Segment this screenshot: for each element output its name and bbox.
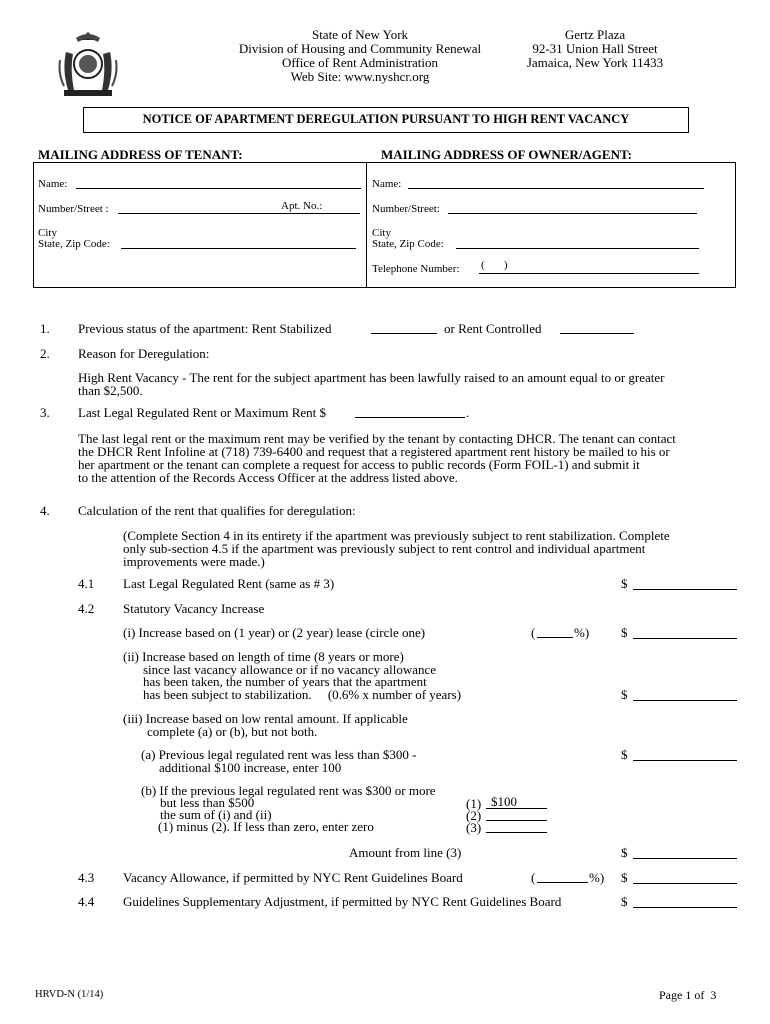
item-1-number: 1.: [40, 321, 50, 336]
item-2-paragraph-line2: than $2,500.: [78, 383, 143, 398]
nys-seal-logo: [56, 30, 120, 98]
amount-from-line-3-dollar: $: [621, 845, 628, 860]
section-4-2-i-text: (i) Increase based on (1 year) or (2 year) lease (circle one): [123, 625, 426, 640]
section-4-3-number: 4.3: [78, 870, 95, 885]
item-3-paragraph-line3: her apartment or the tenant can complete a request for access to public records (Form FOIL-1) and submit it: [78, 457, 640, 472]
owner-phone-field[interactable]: [479, 273, 699, 274]
item-3-period: .: [466, 405, 470, 420]
item-4-text: Calculation of the rent that qualifies for deregulation:: [78, 503, 356, 518]
section-4-2-ii-line4: has been subject to stabilization. (0.6% x number of years): [143, 686, 462, 702]
item-1-controlled-text: or Rent Controlled: [444, 321, 542, 336]
section-4-2-b-line2: but less than $500: [160, 795, 255, 810]
item-4-paragraph-line3: improvements were made.): [123, 554, 265, 569]
section-4-2-ii-field[interactable]: [633, 700, 737, 701]
section-4-2-i-dollar: $: [621, 625, 628, 640]
item-4-paragraph-line1: (Complete Section 4 in its entirety if the apartment was previously subject to rent stabilization. Complete: [123, 528, 670, 543]
last-legal-rent-field[interactable]: [355, 417, 465, 418]
line-2-field[interactable]: [486, 820, 547, 821]
line-1-value: $100: [491, 794, 517, 809]
section-4-2-a-text: [141, 748, 416, 774]
section-4-2-iii-text: [123, 712, 408, 738]
section-4-2-ii-line2: since last vacancy allowance or if no vacancy allowance: [143, 661, 437, 677]
owner-name-label: Name:: [372, 178, 402, 190]
section-4-2-ii-line3: has been taken, the number of years that the apartment: [143, 674, 427, 689]
owner-statezip-field[interactable]: [456, 248, 699, 249]
section-4-2-a-line2: additional $100 increase, enter 100: [159, 760, 342, 775]
tenant-apt-label: Apt. No.:: [281, 200, 323, 212]
line-1-field[interactable]: [486, 808, 547, 809]
tenant-name-field[interactable]: [76, 188, 361, 189]
item-3-number: 3.: [40, 405, 50, 420]
amount-from-line-3-field[interactable]: [633, 858, 737, 859]
item-3-paragraph: [78, 432, 676, 484]
header-address-line2: 92-31 Union Hall Street: [532, 41, 658, 56]
item-1-text: Previous status of the apartment: Rent Stabilized: [78, 321, 332, 336]
section-4-2-a-dollar: $: [621, 747, 628, 762]
item-3-paragraph-line1: The last legal rent or the maximum rent may be verified by the tenant by contacting DHCR. The tenant can contact: [78, 431, 676, 446]
section-4-1-number: 4.1: [78, 576, 95, 591]
section-4-2-i-field[interactable]: [633, 638, 737, 639]
section-4-2-ii-dollar: $: [621, 687, 628, 702]
item-2-text: Reason for Deregulation:: [78, 346, 210, 361]
owner-city-label: City: [372, 227, 391, 239]
item-3-paragraph-line2: the DHCR Rent Infoline at (718) 739-6400 and request that a registered apartment rent history be mailed to his or: [78, 444, 670, 459]
tenant-street-label: Number/Street :: [38, 203, 109, 215]
item-2-number: 2.: [40, 346, 50, 361]
header-state: State of New York: [311, 27, 409, 42]
section-4-3-percent: %): [589, 870, 605, 885]
item-2-paragraph: [78, 371, 664, 397]
section-4-4-field[interactable]: [633, 907, 737, 908]
rent-stabilized-field[interactable]: [371, 333, 437, 334]
section-4-2-iii-line1: (iii) Increase based on low rental amount. If applicable: [123, 711, 408, 726]
section-4-2-b-line3: the sum of (i) and (ii): [160, 807, 272, 822]
line-2-label: (2): [466, 808, 482, 823]
header-website: Web Site: www.nyshcr.org: [290, 69, 430, 84]
section-4-2-a-field[interactable]: [633, 760, 737, 761]
tenant-city-label: City: [38, 227, 57, 239]
section-4-3-field[interactable]: [633, 883, 737, 884]
section-4-2-ii-line1: (ii) Increase based on length of time (8 years or more): [123, 649, 404, 664]
section-4-1-text: Last Legal Regulated Rent (same as # 3): [123, 576, 335, 591]
item-4-paragraph: [123, 529, 670, 568]
tenant-statezip-field[interactable]: [121, 248, 356, 249]
section-4-2-b-line1: (b) If the previous legal regulated rent was $300 or more: [141, 783, 436, 798]
tenant-address-heading: MAILING ADDRESS OF TENANT:: [38, 147, 243, 162]
section-4-4-number: 4.4: [78, 894, 95, 909]
section-4-3-paren: (: [531, 870, 536, 885]
line-3-label: (3): [466, 820, 482, 835]
tenant-statezip-label: State, Zip Code:: [38, 238, 110, 250]
form-number: HRVD-N (1/14): [35, 989, 104, 1000]
section-4-2-b-text: [141, 785, 436, 833]
tenant-street-field[interactable]: [118, 213, 360, 214]
section-4-2-i-percent: %): [574, 625, 590, 640]
line-1-label: (1): [466, 796, 482, 811]
owner-street-field[interactable]: [448, 213, 697, 214]
section-4-3-dollar: $: [621, 870, 628, 885]
amount-from-line-3-label: Amount from line (3): [349, 845, 462, 860]
section-4-3-text: Vacancy Allowance, if permitted by NYC Rent Guidelines Board: [123, 870, 463, 885]
header-address-line1: Gertz Plaza: [564, 27, 626, 42]
owner-phone-label: Telephone Number:: [372, 263, 460, 275]
section-4-3-percent-field[interactable]: [537, 882, 588, 883]
tenant-name-label: Name:: [38, 178, 68, 190]
header-address-line3: Jamaica, New York 11433: [526, 55, 664, 70]
rent-controlled-field[interactable]: [560, 333, 634, 334]
section-4-2-a-line1: (a) Previous legal regulated rent was less than $300 -: [141, 747, 417, 762]
header-office: Office of Rent Administration: [281, 55, 439, 70]
section-4-2-b-line4: (1) minus (2). If less than zero, enter zero: [158, 819, 374, 834]
owner-phone-paren: ( ): [481, 259, 508, 271]
section-4-2-i-percent-field[interactable]: [537, 637, 573, 638]
section-4-2-iii-line2: complete (a) or (b), but not both.: [147, 724, 318, 739]
owner-name-field[interactable]: [408, 188, 704, 189]
item-2-paragraph-line1: High Rent Vacancy - The rent for the subject apartment has been lawfully raised to an amount equal to or greater: [78, 370, 665, 385]
section-4-2-ii-text: [123, 651, 461, 701]
page-number: Page 1 of 3: [659, 988, 717, 1002]
item-3-paragraph-line4: to the attention of the Records Access Officer at the address listed above.: [78, 470, 458, 485]
section-4-2-number: 4.2: [78, 601, 95, 616]
item-4-paragraph-line2: only sub-section 4.5 if the apartment was previously subject to rent control and individual apartment: [123, 541, 646, 556]
section-4-1-dollar: $: [621, 576, 628, 591]
section-4-4-dollar: $: [621, 894, 628, 909]
page-title: NOTICE OF APARTMENT DEREGULATION PURSUANT TO HIGH RENT VACANCY: [142, 112, 630, 126]
item-3-text: Last Legal Regulated Rent or Maximum Rent $: [78, 405, 327, 420]
owner-statezip-label: State, Zip Code:: [372, 238, 444, 250]
owner-address-heading: MAILING ADDRESS OF OWNER/AGENT:: [381, 147, 632, 162]
section-4-4-text: Guidelines Supplementary Adjustment, if permitted by NYC Rent Guidelines Board: [123, 894, 562, 909]
section-4-2-text: Statutory Vacancy Increase: [123, 601, 265, 616]
section-4-1-field[interactable]: [633, 589, 737, 590]
owner-street-label: Number/Street:: [372, 203, 440, 215]
line-3-field[interactable]: [486, 832, 547, 833]
header-division: Division of Housing and Community Renewal: [238, 41, 482, 56]
item-4-number: 4.: [40, 503, 50, 518]
section-4-2-i-paren: (: [531, 625, 536, 640]
